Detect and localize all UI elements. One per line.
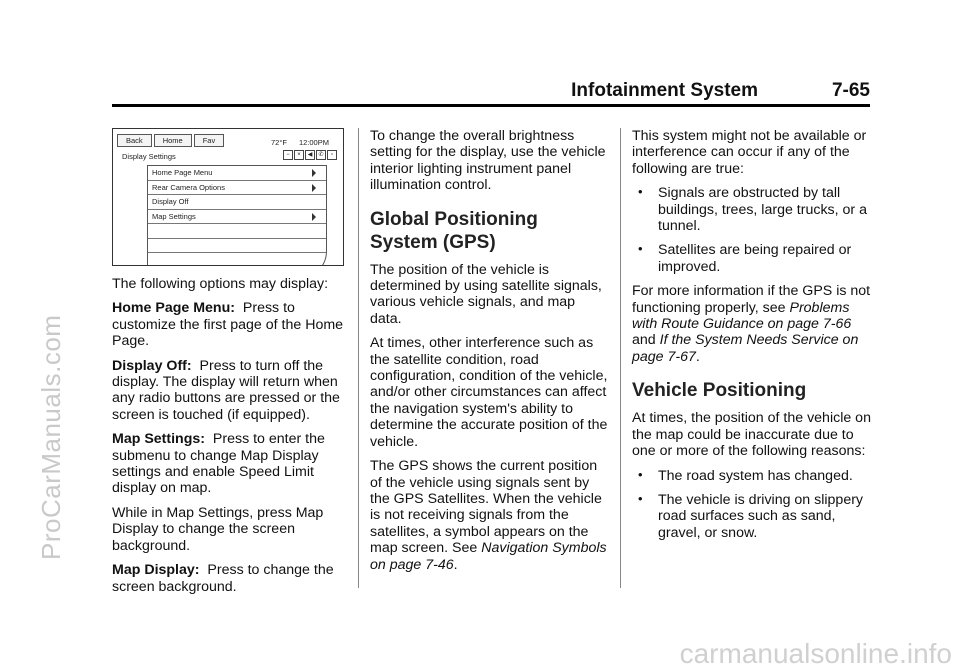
screen-title: Display Settings <box>122 152 176 161</box>
section-heading-vehicle-positioning: Vehicle Positioning <box>632 380 807 402</box>
column-3 <box>632 128 872 549</box>
column-2 <box>370 128 608 581</box>
menu-item-home-page <box>148 166 326 181</box>
menu-item-empty <box>148 224 326 239</box>
paragraph <box>112 300 348 349</box>
side-watermark: ProCarManuals.com <box>36 314 66 560</box>
term-text: Press to change the screen background. <box>112 562 334 595</box>
speaker-icon: ◀ <box>305 150 315 160</box>
paragraph: This system might not be available or interference can occur if any of the following are true: <box>632 128 867 177</box>
term-label: Display Off: <box>112 357 192 374</box>
menu-item-label: Display Off <box>152 197 189 206</box>
bullet-item: • The road system has changed. <box>632 468 872 484</box>
punctuation: . <box>453 556 458 573</box>
paragraph-text: and <box>632 332 656 349</box>
column-divider <box>620 128 621 588</box>
paragraph <box>632 283 872 365</box>
screen-menu <box>147 165 327 266</box>
paragraph <box>112 562 348 595</box>
page-number: 7-65 <box>831 80 870 101</box>
menu-item-label: Rear Camera Options <box>152 182 225 192</box>
bullet-item: • The vehicle is driving on slippery road surfaces such as sand, gravel, or snow. <box>632 492 872 541</box>
paragraph <box>370 458 608 573</box>
term-text: Press to customize the first page of the Home Page. <box>112 300 344 350</box>
cross-reference-link[interactable]: Navigation Symbols on page 7-46 <box>370 540 607 573</box>
screen-status-icons <box>283 150 337 160</box>
term-label: Map Display: <box>112 562 200 579</box>
paragraph: At times, the position of the vehicle on the map could be inaccurate due to one or more of the following reasons: <box>632 410 871 460</box>
phone-icon: ✆ <box>316 150 326 160</box>
menu-item-label: Home Page Menu <box>152 168 213 177</box>
term-text: Press to enter the submenu to change Map Display settings and enable Speed Limit display on map. <box>112 431 325 497</box>
display-settings-screen-figure <box>112 128 344 266</box>
chevron-right-icon <box>312 169 316 177</box>
term-label: Home Page Menu: <box>112 300 235 317</box>
info-icon: ▫ <box>327 150 337 160</box>
chevron-right-icon <box>312 213 316 221</box>
time-readout: 12:00PM <box>298 138 329 147</box>
term-label: Map Settings: <box>112 431 206 448</box>
menu-item-map-settings <box>148 210 326 225</box>
chevron-right-icon <box>312 184 316 192</box>
punctuation: . <box>695 348 700 365</box>
tab-fav: Fav <box>194 134 225 147</box>
paragraph-text: For more information if the GPS is not functioning properly, see <box>632 283 871 316</box>
paragraph: At times, other interference such as the satellite condition, road configuration, condition of the vehicle, and/or other circumstances can affect the navigation system's ability to determine the accurate position of the vehicle. <box>370 335 608 450</box>
bottom-watermark: carmanualsonline.info <box>679 638 952 669</box>
paragraph: To change the overall brightness setting for the display, use the vehicle interior lighting instrument panel illumination control. <box>370 128 606 194</box>
temperature-readout: 72°F <box>271 138 287 147</box>
paragraph <box>112 358 348 424</box>
paragraph: The following options may display: <box>112 276 329 292</box>
section-heading-gps: Global Positioning System (GPS) <box>370 208 538 253</box>
bullet-item: • Signals are obstructed by tall buildings, trees, large trucks, or a tunnel. <box>632 185 872 234</box>
column-divider <box>358 128 359 588</box>
minus-icon: − <box>283 150 293 160</box>
bullet-item: • Satellites are being repaired or improved. <box>632 242 872 275</box>
section-title: Infotainment System <box>571 80 758 101</box>
cross-reference-link[interactable]: Problems with Route Guidance on page 7-66 <box>632 299 852 333</box>
menu-item-display-off <box>148 195 326 210</box>
paragraph <box>112 431 348 497</box>
page-header <box>112 80 870 107</box>
paragraph: The position of the vehicle is determined by using satellite signals, various vehicle signals, and map data. <box>370 261 602 327</box>
menu-item-rear-camera <box>148 181 326 196</box>
tab-home: Home <box>154 134 192 147</box>
term-text: Press to turn off the display. The display will return when any radio buttons are pressed or the screen is touched (if equipped). <box>112 357 340 423</box>
screen-status <box>271 138 329 147</box>
cross-reference-link[interactable]: If the System Needs Service on page 7-67 <box>632 332 859 365</box>
paragraph: While in Map Settings, press Map Display to change the screen background. <box>112 504 324 554</box>
menu-item-empty <box>148 239 326 254</box>
screen-tabs <box>117 134 224 147</box>
menu-item-label: Map Settings <box>152 211 196 221</box>
tab-back: Back <box>117 134 152 147</box>
column-1 <box>112 276 348 603</box>
paragraph-text: The GPS shows the current position of the vehicle using signals sent by the GPS Satellites. When the vehicle is not receiving signals from the satellites, a symbol appears on the map screen. See <box>370 458 602 557</box>
mute-icon: × <box>294 150 304 160</box>
